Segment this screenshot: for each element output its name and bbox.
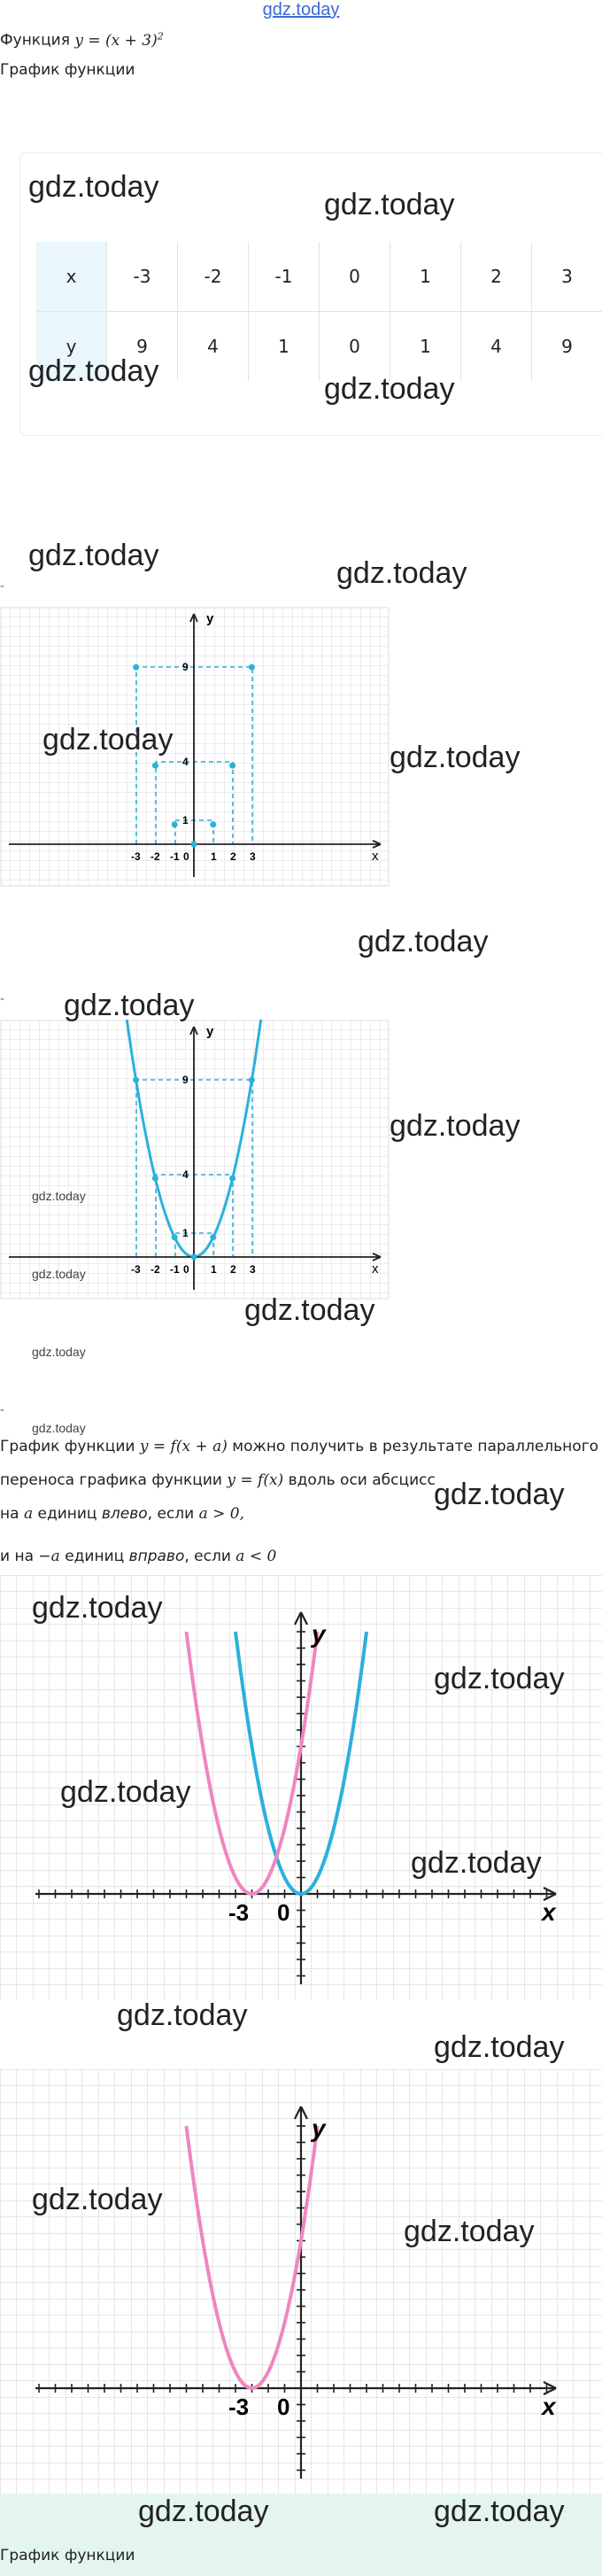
x-tick: 1	[211, 850, 217, 863]
explain-text: на	[0, 1505, 19, 1523]
y-axis-label: y	[312, 1620, 326, 1648]
table-cell: 4	[178, 312, 249, 382]
data-point	[249, 664, 255, 671]
x-tick: 3	[250, 850, 256, 863]
watermark: gdz.today	[390, 741, 521, 774]
y-axis-label: y	[206, 1024, 214, 1039]
intro-formula: $y = (x + 3)^2$	[74, 30, 164, 50]
watermark: gdz.today	[32, 1591, 163, 1625]
shift-label: -3	[228, 1899, 250, 1926]
data-point	[172, 821, 178, 827]
watermark: gdz.today	[434, 1478, 565, 1511]
watermark: gdz.today	[244, 1293, 375, 1327]
watermark: gdz.today	[336, 556, 467, 590]
x-tick: 2	[230, 1263, 236, 1276]
table-cell: 9	[561, 336, 573, 357]
table-cell: 3	[532, 242, 602, 312]
y-tick: 1	[182, 1227, 189, 1239]
explain-condition: a > 0,	[198, 1505, 245, 1523]
separator-dash: -	[0, 992, 5, 1006]
graph-shift-result	[0, 2069, 602, 2495]
explain-text: , если	[184, 1548, 231, 1565]
table-header-y: y	[36, 312, 107, 382]
explain-line-2	[0, 1470, 436, 1490]
watermark: gdz.today	[434, 2030, 565, 2064]
data-point	[133, 1077, 139, 1083]
watermark: gdz.today	[32, 1345, 86, 1359]
explain-text: можно получить в результате параллельного	[232, 1438, 599, 1455]
explain-formula: y = f(x + a)	[139, 1438, 228, 1455]
table-cell: 1	[390, 242, 461, 312]
formula-exponent: 2	[157, 30, 164, 42]
separator-dash: -	[0, 579, 5, 594]
explain-text: единиц	[37, 1505, 97, 1523]
data-point	[229, 763, 235, 769]
y-tick: 1	[182, 814, 189, 826]
origin-label: 0	[277, 2394, 290, 2420]
watermark: gdz.today	[324, 372, 455, 406]
data-point	[249, 1077, 255, 1083]
watermark: gdz.today	[32, 1267, 86, 1281]
footer-text: График функции	[0, 2547, 135, 2564]
watermark: gdz.today	[28, 170, 159, 204]
y-tick: 9	[182, 661, 189, 673]
y-tick: 4	[182, 756, 189, 768]
watermark: gdz.today	[32, 2183, 163, 2216]
explain-text: , если	[147, 1505, 195, 1523]
explain-formula: y = f(x)	[227, 1471, 284, 1489]
x-axis-label: x	[372, 1261, 379, 1276]
table-header-x: x	[36, 242, 107, 312]
explain-text: вдоль оси абсцисс	[288, 1471, 436, 1489]
watermark: gdz.today	[28, 354, 159, 388]
explain-direction: влево	[101, 1505, 148, 1523]
graph-parabola	[0, 1020, 391, 1301]
x-tick: -2	[150, 850, 160, 863]
table-cell: 0	[320, 312, 390, 382]
site-link[interactable]: gdz.today	[262, 0, 340, 19]
watermark: gdz.today	[117, 1998, 248, 2032]
table-cell: 9	[107, 312, 178, 382]
x-tick: -1	[170, 850, 180, 863]
data-point	[191, 842, 197, 848]
x-tick: 2	[230, 850, 236, 863]
y-tick: 4	[182, 1168, 189, 1181]
table-cell: -2	[178, 242, 249, 312]
watermark: gdz.today	[32, 1189, 86, 1203]
explain-line-1	[0, 1437, 598, 1456]
watermark: gdz.today	[324, 188, 455, 221]
table-cell: 4	[461, 312, 532, 382]
separator-dash: -	[0, 1403, 5, 1417]
watermark: gdz.today	[60, 1775, 191, 1809]
x-axis-label: x	[372, 849, 379, 864]
table-cell: 1	[390, 312, 461, 382]
x-tick: -3	[131, 1263, 141, 1276]
table-cell: -1	[249, 242, 320, 312]
x-tick: -1	[170, 1263, 180, 1276]
explain-line-3	[0, 1504, 244, 1524]
watermark: gdz.today	[64, 989, 195, 1022]
explain-text: График функции	[0, 1438, 135, 1455]
x-tick: -3	[131, 850, 141, 863]
x-tick: 0	[183, 850, 189, 863]
header-bar	[0, 0, 602, 21]
explain-direction: вправо	[128, 1548, 185, 1565]
explain-text: единиц	[65, 1548, 125, 1565]
watermark: gdz.today	[434, 2495, 565, 2528]
data-point	[133, 664, 139, 671]
origin-label: 0	[277, 1899, 290, 1926]
table-cell: 1	[249, 312, 320, 382]
x-tick: -2	[150, 1263, 160, 1276]
explain-text: и на	[0, 1548, 34, 1565]
data-point	[229, 1175, 235, 1182]
explain-condition: a < 0	[235, 1548, 277, 1565]
x-tick: 1	[211, 1263, 217, 1276]
data-point	[152, 1175, 158, 1182]
x-tick: 3	[250, 1263, 256, 1276]
table-cell: 0	[320, 242, 390, 312]
y-axis-label: y	[312, 2114, 326, 2142]
explain-line-4	[0, 1547, 276, 1566]
intro-prefix: Функция	[0, 31, 70, 50]
table-cell: -3	[107, 242, 178, 312]
table-row-x	[36, 242, 602, 312]
watermark: gdz.today	[411, 1846, 542, 1880]
x-axis-label: x	[542, 2393, 556, 2420]
intro-line	[0, 27, 164, 50]
graph-title: График функции	[0, 61, 135, 79]
y-tick: 9	[182, 1074, 189, 1086]
watermark: gdz.today	[358, 925, 489, 958]
watermark: gdz.today	[32, 1421, 86, 1435]
x-tick: 0	[183, 1263, 189, 1276]
watermark: gdz.today	[404, 2215, 535, 2248]
x-axis-label: x	[542, 1898, 556, 1926]
data-point	[172, 1234, 178, 1240]
table-cell: 2	[461, 242, 532, 312]
watermark: gdz.today	[434, 1662, 565, 1695]
watermark: gdz.today	[28, 539, 159, 572]
y-axis-label: y	[206, 611, 214, 626]
watermark: gdz.today	[138, 2495, 269, 2528]
watermark: gdz.today	[390, 1109, 521, 1143]
data-point	[210, 1234, 216, 1240]
explain-var: a	[23, 1505, 34, 1523]
explain-var: −a	[38, 1548, 60, 1565]
data-point	[191, 1254, 197, 1261]
shift-label: -3	[228, 2394, 250, 2420]
data-point	[152, 763, 158, 769]
watermark: gdz.today	[42, 723, 174, 757]
explain-text: переноса графика функции	[0, 1471, 222, 1489]
data-point	[210, 821, 216, 827]
